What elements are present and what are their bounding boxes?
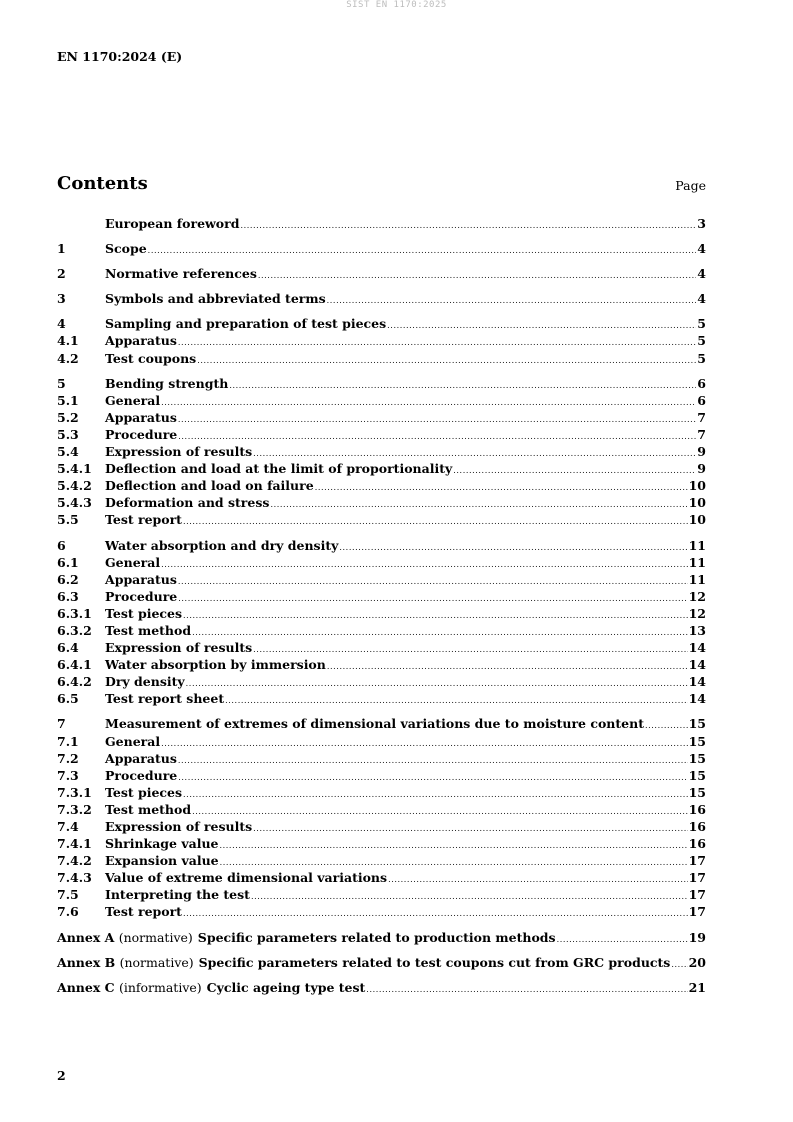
toc-entry-number: 7.4	[57, 819, 79, 834]
toc-entry-page: 12	[688, 588, 706, 604]
toc-entry[interactable]	[57, 588, 706, 605]
toc-entry-title: Water absorption and dry density	[105, 537, 339, 553]
toc-entry-number: 5.1	[57, 392, 79, 408]
toc-entry-number: 7.4.3	[57, 870, 92, 886]
toc-entry[interactable]	[57, 537, 706, 554]
toc-dot-leader	[148, 242, 697, 259]
toc-entry-title: General	[105, 733, 161, 749]
toc-entry-page: 14	[688, 674, 706, 690]
toc-entry-number: 5	[57, 375, 66, 391]
toc-entry[interactable]	[57, 903, 706, 920]
toc-entry-title: Expression of results	[105, 819, 253, 834]
toc-entry-number: 7.4.2	[57, 853, 92, 869]
toc-entry-page: 6	[697, 375, 706, 391]
toc-entry-title: Test coupons	[105, 350, 197, 366]
toc-entry-page: 14	[688, 657, 706, 673]
toc-dot-leader	[220, 837, 688, 854]
toc-entry-number: 5.2	[57, 409, 79, 425]
toc-entry-page: 16	[688, 819, 706, 834]
toc-entry-page: 4	[697, 291, 706, 307]
toc-entry-number: 5.3	[57, 426, 79, 442]
toc-entry-page: 15	[688, 767, 706, 783]
toc-entry-title: Expression of results	[105, 640, 253, 656]
toc-entry-title: Test pieces	[105, 784, 183, 800]
toc-entry-number: 5.4.1	[57, 461, 92, 477]
page-number: 2	[57, 1068, 66, 1083]
toc-entry-title: Water absorption by immersion	[105, 657, 326, 673]
toc-entry-title: Test pieces	[105, 605, 183, 621]
toc-entry-title: Test method	[105, 622, 192, 638]
toc-entry-page: 10	[688, 495, 706, 511]
toc-dot-leader	[645, 717, 688, 734]
toc-entry[interactable]	[57, 240, 706, 257]
toc-entry-page: 5	[697, 316, 706, 332]
toc-entry-page: 11	[688, 537, 706, 553]
toc-entry-number: 7.6	[57, 904, 79, 920]
toc-entry[interactable]	[57, 460, 706, 477]
toc-annex-page: 19	[688, 929, 706, 945]
toc-dot-leader	[339, 539, 687, 556]
toc-dot-leader	[240, 217, 696, 234]
toc-entry[interactable]	[57, 375, 706, 392]
toc-entry-page: 17	[688, 870, 706, 886]
toc-dot-leader	[161, 556, 687, 573]
toc-dot-leader	[186, 675, 688, 692]
toc-entry-page: 6	[697, 392, 706, 408]
toc-entry[interactable]	[57, 290, 706, 307]
toc-entry[interactable]	[57, 571, 706, 588]
toc-entry-number: 2	[57, 266, 66, 282]
toc-entry-page: 4	[697, 241, 706, 257]
toc-entry[interactable]	[57, 733, 706, 750]
toc-entry-number: 4	[57, 316, 66, 332]
toc-dot-leader	[161, 735, 687, 752]
toc-entry-number: 7.1	[57, 733, 79, 749]
toc-entry-title: Normative references	[105, 266, 257, 282]
toc-entry-title: Apparatus	[105, 333, 177, 349]
watermark: SIST EN 1170:2025	[346, 0, 447, 10]
toc-dot-leader	[192, 803, 687, 820]
toc-entry-number: 5.4.2	[57, 478, 92, 494]
toc-dot-leader	[557, 931, 688, 948]
toc-entry[interactable]	[57, 818, 706, 835]
toc-entry[interactable]	[57, 767, 706, 784]
toc-entry-title: Dry density	[105, 674, 185, 690]
toc-dot-leader	[270, 496, 687, 513]
toc-entry[interactable]	[57, 350, 706, 367]
toc-dot-leader	[197, 352, 696, 369]
annex-label: Annex A	[57, 929, 115, 945]
toc-entry-page: 11	[688, 554, 706, 570]
toc-entry-number: 6	[57, 537, 66, 553]
annex-label: Annex C	[57, 979, 115, 995]
toc-entry[interactable]	[57, 784, 706, 801]
toc-entry-number: 7.2	[57, 750, 79, 766]
toc-entry[interactable]	[57, 265, 706, 282]
toc-entry-title: Interpreting the test	[105, 887, 250, 903]
toc-entry-title: Scope	[105, 241, 147, 257]
toc-dot-leader	[229, 377, 696, 394]
toc-annex-entry[interactable]	[57, 954, 706, 971]
toc-entry-number: 6.3	[57, 588, 79, 604]
toc-entry[interactable]	[57, 554, 706, 571]
annex-label: Annex B	[57, 954, 116, 970]
toc-entry[interactable]	[57, 426, 706, 443]
toc-dot-leader	[387, 317, 696, 334]
toc-entry-title: Expression of results	[105, 444, 253, 460]
toc-entry-number: 5.4.3	[57, 495, 92, 511]
toc-dot-leader	[192, 624, 687, 641]
toc-entry-number: 6.4	[57, 640, 79, 656]
toc-dot-leader	[178, 573, 688, 590]
annex-title: Specific parameters related to production methods	[197, 929, 556, 945]
toc-entry[interactable]	[57, 690, 706, 707]
toc-entry[interactable]	[57, 835, 706, 852]
toc-section	[57, 375, 706, 529]
toc-dot-leader	[183, 786, 688, 803]
toc-entry[interactable]	[57, 715, 706, 732]
toc-entry-number: 4.2	[57, 350, 79, 366]
toc-entry-page: 5	[697, 333, 706, 349]
toc-dot-leader	[225, 692, 687, 709]
toc-annex-heading	[57, 929, 556, 946]
toc-entry-page: 15	[688, 750, 706, 766]
toc-dot-leader	[178, 590, 687, 607]
toc-annex-section	[57, 929, 706, 946]
annex-kind: (informative)	[118, 979, 202, 995]
toc-entry-page: 17	[688, 853, 706, 869]
toc-entry-title: General	[105, 392, 161, 408]
toc-dot-leader	[178, 428, 696, 445]
toc-dot-leader	[178, 411, 696, 428]
toc-entry-number: 6.4.1	[57, 657, 92, 673]
toc-dot-leader	[327, 292, 697, 309]
toc-entry-title: Test report	[105, 512, 182, 528]
toc-entry-title: Measurement of extremes of dimensional variations due to moisture content	[105, 716, 644, 732]
toc-entry-number: 1	[57, 241, 66, 257]
toc-entry-title: European foreword	[105, 216, 240, 231]
toc-entry-page: 4	[697, 266, 706, 282]
toc-entry-page: 15	[688, 716, 706, 732]
toc-entry-title: Test report sheet	[105, 691, 225, 707]
toc-entry-number: 7.5	[57, 887, 79, 903]
toc-entry-title: Test report	[105, 904, 182, 920]
toc-entry-title: General	[105, 554, 161, 570]
toc-entry[interactable]	[57, 443, 706, 460]
toc-entry-title: Procedure	[105, 588, 178, 604]
toc-entry[interactable]	[57, 750, 706, 767]
toc-dot-leader	[161, 394, 696, 411]
toc-entry[interactable]	[57, 801, 706, 818]
toc-dot-leader	[453, 462, 696, 479]
toc-section	[57, 537, 706, 708]
toc-entry-page: 7	[697, 409, 706, 425]
toc-entry-number: 4.1	[57, 333, 79, 349]
toc-dot-leader	[388, 871, 688, 888]
toc-annex-page: 20	[688, 954, 706, 970]
toc-entry-number: 5.5	[57, 512, 79, 528]
page-column-label: Page	[675, 178, 706, 193]
toc-entry-page: 16	[688, 801, 706, 817]
toc-dot-leader	[178, 334, 696, 351]
contents-heading: Contents	[57, 173, 148, 194]
toc-entry-title: Test method	[105, 801, 192, 817]
toc-dot-leader	[183, 607, 688, 624]
toc-entry[interactable]	[57, 392, 706, 409]
toc-entry-page: 13	[688, 622, 706, 638]
toc-entry-number: 6.3.2	[57, 622, 92, 638]
toc-dot-leader	[251, 888, 688, 905]
annex-kind: (normative)	[118, 929, 193, 945]
toc-entry-number: 7	[57, 716, 66, 732]
toc-entry[interactable]	[57, 622, 706, 639]
toc-entry-page: 17	[688, 904, 706, 920]
document-id: EN 1170:2024 (E)	[57, 49, 183, 64]
toc-entry-title: Procedure	[105, 767, 178, 783]
toc-entry[interactable]	[57, 869, 706, 886]
annex-title: Specific parameters related to test coupons cut from GRC products	[198, 954, 671, 970]
toc-entry-title: Apparatus	[105, 750, 177, 766]
annex-title: Cyclic ageing type test	[206, 979, 366, 995]
toc-entry[interactable]	[57, 215, 706, 232]
toc-section	[57, 290, 706, 307]
toc-entry-title: Value of extreme dimensional variations	[105, 870, 388, 886]
toc-entry-title: Deflection and load on failure	[105, 478, 314, 494]
toc-entry-page: 15	[688, 733, 706, 749]
toc-dot-leader	[671, 956, 687, 973]
toc-entry-page: 11	[688, 571, 706, 587]
toc-section	[57, 215, 706, 232]
toc-entry[interactable]	[57, 639, 706, 656]
toc-entry-number: 7.4.1	[57, 836, 92, 852]
toc-entry-page: 7	[697, 426, 706, 442]
toc-entry-number: 7.3.1	[57, 784, 92, 800]
toc-entry-page: 15	[688, 784, 706, 800]
toc-entry[interactable]	[57, 656, 706, 673]
toc-entry-title: Symbols and abbreviated terms	[105, 291, 326, 307]
toc-entry[interactable]	[57, 511, 706, 528]
toc-entry-number: 6.1	[57, 554, 79, 570]
toc-dot-leader	[315, 479, 688, 496]
toc-annex-section	[57, 979, 706, 996]
toc-annex-heading	[57, 979, 365, 996]
toc-entry-page: 10	[688, 512, 706, 528]
toc-entry[interactable]	[57, 605, 706, 622]
toc-entry-number: 3	[57, 291, 66, 307]
toc-entry-page: 9	[697, 461, 706, 477]
toc-entry-number: 7.3	[57, 767, 79, 783]
toc-entry-title: Shrinkage value	[105, 836, 219, 852]
toc-dot-leader	[178, 769, 687, 786]
toc-dot-leader	[183, 513, 688, 530]
toc-entry[interactable]	[57, 852, 706, 869]
toc-entry-page: 17	[688, 887, 706, 903]
toc-entry-page: 12	[688, 605, 706, 621]
toc-entry-title: Deflection and load at the limit of proportionality	[105, 461, 453, 477]
toc-entry-page: 5	[697, 350, 706, 366]
toc-entry-title: Procedure	[105, 426, 178, 442]
toc-annex-section	[57, 954, 706, 971]
toc-section	[57, 315, 706, 366]
toc-entry-title: Apparatus	[105, 571, 177, 587]
toc-dot-leader	[366, 981, 687, 998]
toc-entry[interactable]	[57, 673, 706, 690]
toc-entry-number: 7.3.2	[57, 801, 92, 817]
toc-entry-number: 5.4	[57, 444, 79, 460]
toc-dot-leader	[253, 820, 687, 837]
toc-entry-page: 16	[688, 836, 706, 852]
toc-entry[interactable]	[57, 332, 706, 349]
toc-entry-title: Sampling and preparation of test pieces	[105, 316, 387, 332]
toc-annex-page: 21	[688, 979, 706, 995]
toc-section	[57, 715, 706, 920]
toc-entry-number: 6.4.2	[57, 674, 92, 690]
toc-annex-heading	[57, 954, 670, 971]
toc-annex-entry[interactable]	[57, 979, 706, 996]
toc-entry-page: 14	[688, 691, 706, 707]
toc-entry-number: 6.3.1	[57, 605, 92, 621]
toc-entry-page: 14	[688, 640, 706, 656]
toc-entry[interactable]	[57, 409, 706, 426]
toc-entry[interactable]	[57, 477, 706, 494]
toc-entry-page: 9	[697, 444, 706, 460]
toc-dot-leader	[258, 267, 696, 284]
toc-entry-title: Expansion value	[105, 853, 219, 869]
toc-dot-leader	[327, 658, 688, 675]
annex-kind: (normative)	[119, 954, 194, 970]
toc-entry-page: 3	[697, 216, 706, 231]
table-of-contents	[57, 215, 706, 1004]
toc-section	[57, 240, 706, 257]
toc-dot-leader	[183, 905, 688, 922]
toc-entry-number: 6.5	[57, 691, 79, 707]
toc-entry-title: Apparatus	[105, 409, 177, 425]
toc-entry-title: Deformation and stress	[105, 495, 270, 511]
toc-dot-leader	[178, 752, 688, 769]
toc-entry[interactable]	[57, 886, 706, 903]
toc-entry[interactable]	[57, 494, 706, 511]
toc-entry[interactable]	[57, 315, 706, 332]
toc-annex-entry[interactable]	[57, 929, 706, 946]
toc-entry-title: Bending strength	[105, 375, 229, 391]
toc-entry-page: 10	[688, 478, 706, 494]
toc-entry-number: 6.2	[57, 571, 79, 587]
toc-section	[57, 265, 706, 282]
